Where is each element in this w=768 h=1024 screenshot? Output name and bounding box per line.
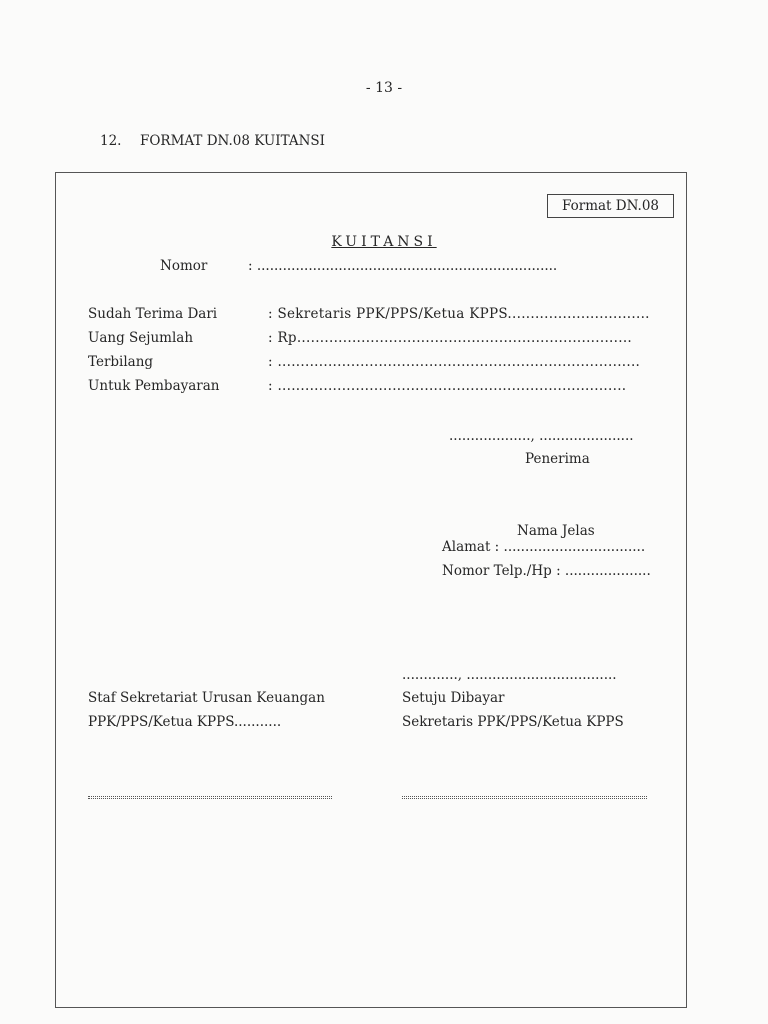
field-label-received-from: Sudah Terima Dari bbox=[88, 306, 218, 322]
recipient-name: Nama Jelas bbox=[517, 523, 595, 539]
field-value-payment-for: : ............................................................................ bbox=[268, 378, 627, 394]
field-label-in-words: Terbilang bbox=[88, 354, 154, 370]
approval-place-date: ............., ................................... bbox=[402, 667, 617, 683]
receipt-title: KUITANSI bbox=[331, 234, 437, 250]
page-number: - 13 - bbox=[365, 80, 403, 96]
section-title: FORMAT DN.08 KUITANSI bbox=[140, 133, 325, 149]
field-label-amount: Uang Sejumlah bbox=[88, 330, 194, 346]
section-heading bbox=[100, 133, 325, 149]
nomor-label: Nomor bbox=[160, 258, 208, 274]
receipt-form-frame bbox=[55, 172, 687, 1008]
staff-title-line2: PPK/PPS/Ketua KPPS........... bbox=[88, 714, 282, 730]
recipient-place-date: ..................., ...................... bbox=[449, 428, 634, 444]
nomor-value: : ...................................................................... bbox=[248, 258, 558, 274]
format-badge: Format DN.08 bbox=[547, 194, 674, 218]
recipient-title: Penerima bbox=[525, 451, 590, 467]
staff-title-line1: Staf Sekretariat Urusan Keuangan bbox=[88, 690, 325, 706]
approver-signature-line-upper bbox=[402, 796, 647, 797]
approval-title-line1: Setuju Dibayar bbox=[402, 690, 505, 706]
field-value-amount: : Rp......................................................................... bbox=[268, 330, 633, 346]
field-value-in-words: : ............................................................................... bbox=[268, 354, 641, 370]
approval-title-line2: Sekretaris PPK/PPS/Ketua KPPS bbox=[402, 714, 624, 730]
approver-signature-line bbox=[402, 798, 647, 799]
section-number: 12. bbox=[100, 133, 122, 149]
recipient-address: Alamat : ................................. bbox=[442, 539, 646, 555]
field-label-payment-for: Untuk Pembayaran bbox=[88, 378, 220, 394]
field-value-received-from: : Sekretaris PPK/PPS/Ketua KPPS............................... bbox=[268, 306, 650, 322]
staff-signature-line-upper bbox=[88, 796, 332, 797]
staff-signature-line bbox=[88, 798, 332, 799]
recipient-phone: Nomor Telp./Hp : .................... bbox=[442, 563, 651, 579]
